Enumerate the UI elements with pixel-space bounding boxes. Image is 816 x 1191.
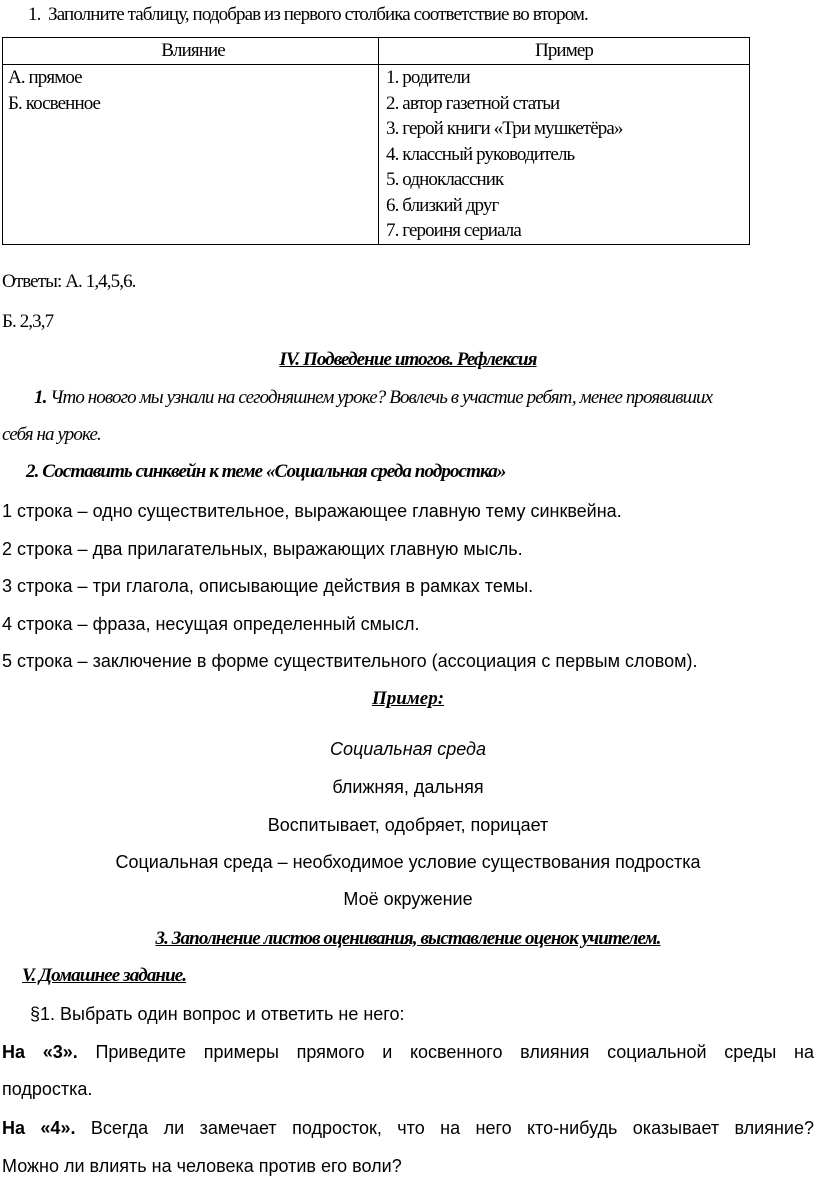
homework-intro: §1. Выбрать один вопрос и ответить не него: [30, 1004, 405, 1024]
cinquain-line: ближняя, дальняя [332, 777, 484, 797]
grade-4-text: Всегда ли замечает подросток, что на него кто-нибудь оказывает влияние? [90, 1118, 814, 1138]
example-item: 2. автор газетной статьи [386, 92, 560, 114]
question-2: 2. Составить синквейн к теме «Социальная среда подростка» [26, 461, 506, 482]
influence-direct: А. прямое [8, 67, 82, 88]
example-item: 1. родители [386, 67, 470, 88]
cinquain-line: Социальная среда – необходимое условие существования подростка [115, 852, 701, 872]
question-1-continuation: себя на уроке. [2, 424, 101, 445]
question-1-text: Что нового мы узнали на сегодняшнем уроке? Вовлечь в участие ребят, менее проявивших [46, 387, 713, 408]
table-row [3, 65, 750, 245]
section-4-title: IV. Подведение итогов. Рефлексия [279, 349, 537, 370]
grade-4-label: На «4». [2, 1118, 76, 1138]
grade-3-label: На «3». [2, 1042, 78, 1062]
cinquain-line: Воспитывает, одобряет, порицает [267, 815, 549, 835]
grade-3-text: Приведите примеры прямого и косвенного влияния социальной среды на [95, 1042, 814, 1062]
question-1-number: 1. [34, 387, 47, 408]
cinquain-line: Социальная среда [329, 739, 487, 759]
header-example: Пример [379, 38, 750, 65]
answer-a: Ответы: А. 1,4,5,6. [2, 271, 136, 292]
section-5-title: V. Домашнее задание. [22, 965, 187, 986]
cinquain-rule: 2 строка – два прилагательных, выражающих главную мысль. [2, 539, 523, 559]
example-item: 5. одноклассник [386, 169, 504, 190]
header-influence: Влияние [3, 38, 379, 65]
example-item: 6. близкий друг [386, 194, 499, 216]
grade-4-continuation: Можно ли влиять на человека против его воли? [2, 1156, 402, 1176]
grade-3-task [2, 1041, 814, 1063]
matching-table [2, 37, 750, 245]
influence-indirect: Б. косвенное [8, 92, 101, 114]
grade-3-continuation: подростка. [2, 1079, 93, 1099]
table-header-row [3, 38, 750, 65]
cinquain-rule: 4 строка – фраза, несущая определенный смысл. [2, 614, 420, 634]
task-heading: 1. Заполните таблицу, подобрав из первого столбика соответствие во втором. [28, 4, 588, 25]
question-1 [34, 387, 712, 409]
cinquain-rule: 3 строка – три глагола, описывающие действия в рамках темы. [2, 576, 534, 596]
example-label: Пример: [371, 688, 445, 709]
question-3: 3. Заполнение листов оценивания, выставление оценок учителем. [155, 928, 661, 949]
cinquain-rule: 1 строка – одно существительное, выражающее главную тему синквейна. [2, 501, 622, 521]
example-cell [379, 65, 750, 245]
cinquain-rule: 5 строка – заключение в форме существительного (ассоциация с первым словом). [2, 651, 698, 671]
answer-b: Б. 2,3,7 [2, 311, 54, 332]
example-item: 7. героиня сериала [386, 220, 521, 241]
influence-cell [3, 65, 379, 245]
example-item: 3. герой книги «Три мушкетёра» [386, 118, 623, 139]
grade-4-task [2, 1117, 814, 1139]
example-item: 4. классный руководитель [386, 143, 575, 165]
cinquain-line: Моё окружение [343, 889, 473, 909]
